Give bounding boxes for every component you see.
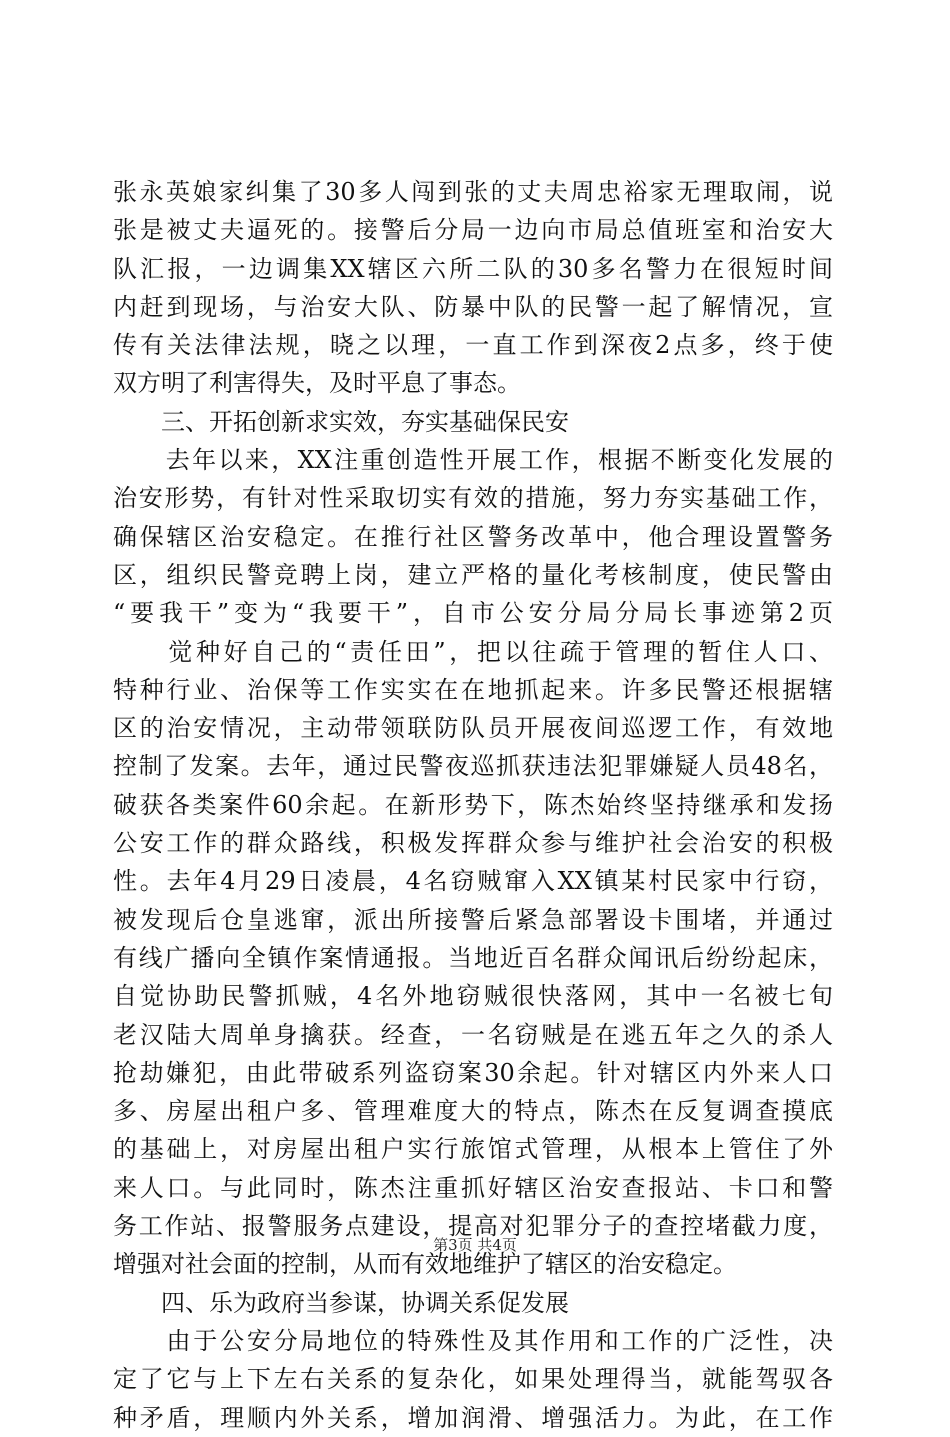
text-line: “要我干”变为“我要干”，自市公安分局分局长事迹第2页 [113, 599, 833, 628]
text-line: 区，组织民警竞聘上岗，建立严格的量化考核制度，使民警由 [113, 560, 833, 589]
text-line: 队汇报，一边调集XX辖区六所二队的30多名警力在很短时间 [113, 254, 833, 283]
text-line: 由于公安分局地位的特殊性及其作用和工作的广泛性，决 [113, 1326, 833, 1355]
section-heading: 四、乐为政府当参谋，协调关系促发展 [113, 1288, 569, 1317]
text-line: 内赶到现场，与治安大队、防暴中队的民警一起了解情况，宣 [113, 292, 833, 321]
text-line: 特种行业、治保等工作实实在在地抓起来。许多民警还根据辖 [113, 675, 833, 704]
text-line: 张永英娘家纠集了30多人闯到张的丈夫周忠裕家无理取闹，说 [113, 178, 833, 206]
text-line: 来人口。与此同时，陈杰注重抓好辖区治安查报站、卡口和警 [113, 1173, 833, 1202]
text-line: 双方明了利害得失，及时平息了事态。 [113, 369, 521, 398]
text-line: 觉种好自己的“责任田”，把以往疏于管理的暂住人口、 [113, 637, 833, 666]
text-line: 性。去年4月29日凌晨，4名窃贼窜入XX镇某村民家中行窃， [113, 867, 833, 896]
text-line: 务工作站、报警服务点建设，提高对犯罪分子的查控堵截力度， [113, 1212, 833, 1241]
text-line: 治安形势，有针对性采取切实有效的措施，努力夯实基础工作， [113, 484, 833, 513]
text-line: 的基础上，对房屋出租户实行旅馆式管理，从根本上管住了外 [113, 1135, 833, 1164]
text-line: 定了它与上下左右关系的复杂化，如果处理得当，就能驾驭各 [113, 1365, 833, 1394]
text-line: 张是被丈夫逼死的。接警后分局一边向市局总值班室和治安大 [113, 216, 833, 245]
text-line: 去年以来，XX注重创造性开展工作，根据不断变化发展的 [113, 446, 833, 475]
text-line: 被发现后仓皇逃窜，派出所接警后紧急部署设卡围堵，并通过 [113, 905, 833, 934]
text-line: 传有关法律法规，晓之以理，一直工作到深夜2点多，终于使 [113, 331, 833, 360]
text-line: 增强对社会面的控制，从而有效地维护了辖区的治安稳定。 [113, 1250, 737, 1279]
page-number: 第3页 共4页 [433, 1236, 517, 1254]
text-line: 确保辖区治安稳定。在推行社区警务改革中，他合理设置警务 [113, 522, 833, 551]
text-line: 控制了发案。去年，通过民警夜巡抓获违法犯罪嫌疑人员48名， [113, 752, 833, 781]
text-line: 抢劫嫌犯，由此带破系列盗窃案30余起。针对辖区内外来人口 [113, 1058, 833, 1087]
section-heading: 三、开拓创新求实效，夯实基础保民安 [113, 407, 569, 436]
text-line: 种矛盾，理顺内外关系，增加润滑、增强活力。为此，在工作 [113, 1403, 833, 1432]
page-footer [0, 1235, 950, 1255]
text-line: 破获各类案件60余起。在新形势下，陈杰始终坚持继承和发扬 [113, 790, 833, 819]
text-line: 自觉协助民警抓贼，4名外地窃贼很快落网，其中一名被七旬 [113, 982, 833, 1011]
text-line: 多、房屋出租户多、管理难度大的特点，陈杰在反复调查摸底 [113, 1097, 833, 1126]
text-line: 公安工作的群众路线，积极发挥群众参与维护社会治安的积极 [113, 829, 833, 858]
text-line: 区的治安情况，主动带领联防队员开展夜间巡逻工作，有效地 [113, 714, 833, 743]
text-line: 有线广播向全镇作案情通报。当地近百名群众闻讯后纷纷起床， [113, 943, 833, 972]
text-line: 老汉陆大周单身擒获。经查，一名窃贼是在逃五年之久的杀人 [113, 1020, 833, 1049]
